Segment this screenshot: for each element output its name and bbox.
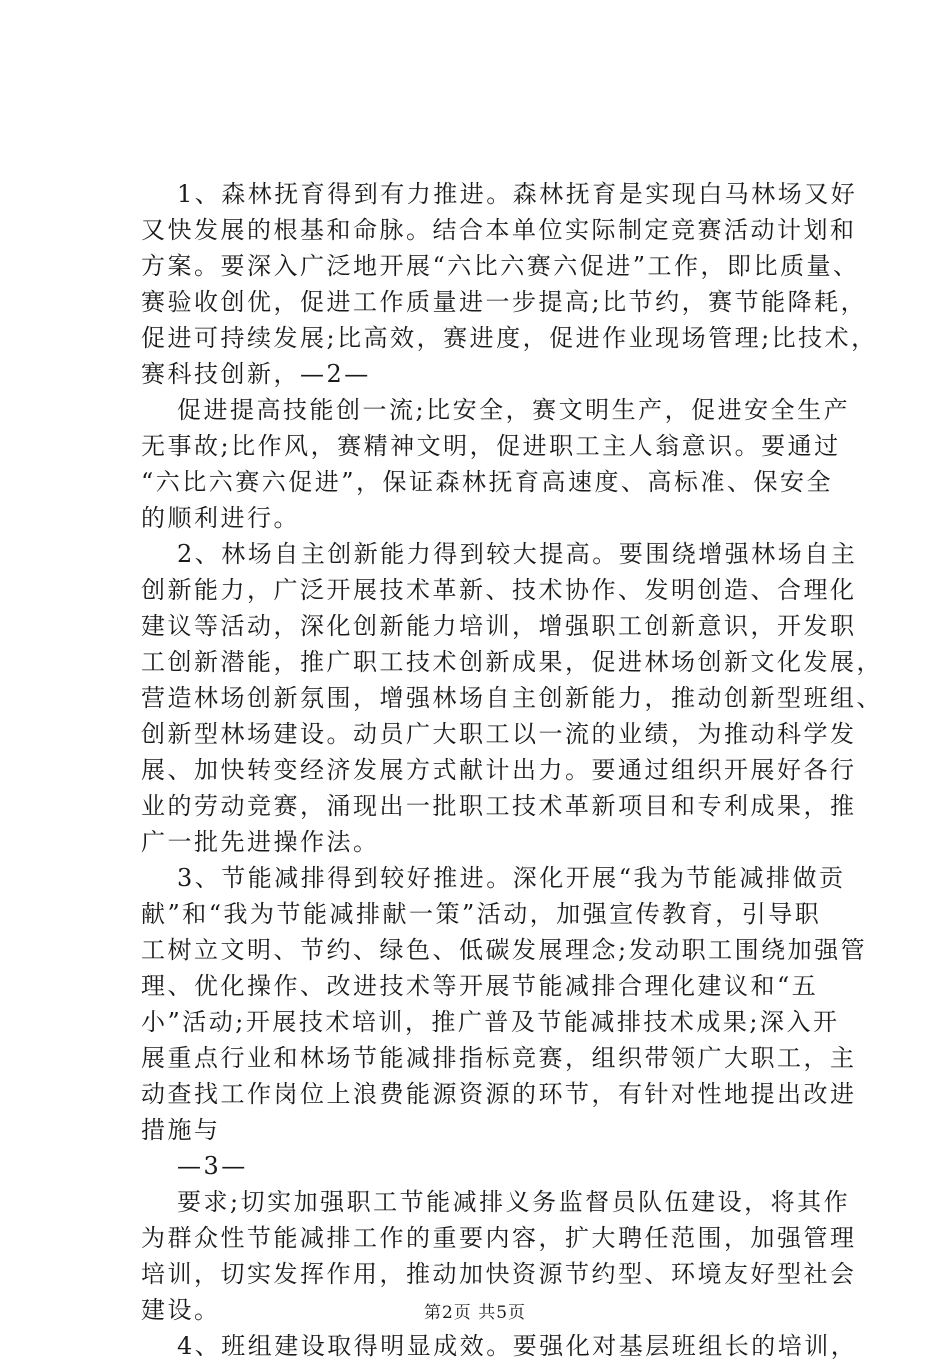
text-line: 创新型林场建设。动员广大职工以一流的业绩，为推动科学发	[141, 720, 857, 748]
text-line: 措施与	[141, 1116, 221, 1144]
text-line: 要求;切实加强职工节能减排义务监督员队伍建设，将其作	[177, 1188, 851, 1216]
text-line: 促进提高技能创一流;比安全，赛文明生产，促进安全生产	[177, 396, 851, 424]
text-line: “六比六赛六促进”，保证森林抚育高速度、高标准、保安全	[141, 468, 834, 496]
text-line: 赛科技创新，—2—	[141, 360, 371, 388]
text-line: 又快发展的根基和命脉。结合本单位实际制定竞赛活动计划和	[141, 216, 857, 244]
text-line: 理、优化操作、改进技术等开展节能减排合理化建议和“五	[141, 972, 819, 1000]
text-line: 的顺利进行。	[141, 504, 300, 532]
page-footer: 第2页 共5页	[423, 1303, 527, 1323]
text-line: 培训，切实发挥作用，推动加快资源节约型、环境友好型社会	[141, 1260, 857, 1288]
text-line: 2、林场自主创新能力得到较大提高。要围绕增强林场自主	[177, 540, 858, 568]
text-line: 4、班组建设取得明显成效。要强化对基层班组长的培训，	[177, 1332, 858, 1360]
page-number-marker: —3—	[177, 1152, 248, 1180]
text-line: 展、加快转变经济发展方式献计出力。要通过组织开展好各行	[141, 756, 857, 784]
text-line: 赛验收创优，促进工作质量进一步提高;比节约，赛节能降耗，	[141, 288, 868, 316]
text-line: 动查找工作岗位上浪费能源资源的环节，有针对性地提出改进	[141, 1080, 857, 1108]
text-line: 工树立文明、节约、绿色、低碳发展理念;发动职工围绕加强管	[141, 936, 868, 964]
text-line: 建设。	[141, 1296, 221, 1324]
text-line: 小”活动;开展技术培训，推广普及节能减排技术成果;深入开	[141, 1008, 840, 1036]
text-line: 工创新潜能，推广职工技术创新成果，促进林场创新文化发展，	[141, 648, 883, 676]
text-line: 献”和“我为节能减排献一策”活动，加强宣传教育，引导职	[141, 900, 822, 928]
text-line: 无事故;比作风，赛精神文明，促进职工主人翁意识。要通过	[141, 432, 841, 460]
text-line: 方案。要深入广泛地开展“六比六赛六促进”工作，即比质量、	[141, 252, 860, 280]
text-line: 创新能力，广泛开展技术革新、技术协作、发明创造、合理化	[141, 576, 857, 604]
text-line: 促进可持续发展;比高效，赛进度，促进作业现场管理;比技术，	[141, 324, 878, 352]
text-line: 3、节能减排得到较好推进。深化开展“我为节能减排做贡	[177, 864, 846, 892]
text-line: 为群众性节能减排工作的重要内容，扩大聘任范围，加强管理	[141, 1224, 857, 1252]
text-line: 广一批先进操作法。	[141, 828, 380, 856]
text-line: 营造林场创新氛围，增强林场自主创新能力，推动创新型班组、	[141, 684, 883, 712]
text-line: 1、森林抚育得到有力推进。森林抚育是实现白马林场又好	[177, 180, 858, 208]
text-line: 展重点行业和林场节能减排指标竞赛，组织带领广大职工，主	[141, 1044, 857, 1072]
text-line: 业的劳动竞赛，涌现出一批职工技术革新项目和专利成果，推	[141, 792, 857, 820]
text-line: 建议等活动，深化创新能力培训，增强职工创新意识，开发职	[141, 612, 857, 640]
